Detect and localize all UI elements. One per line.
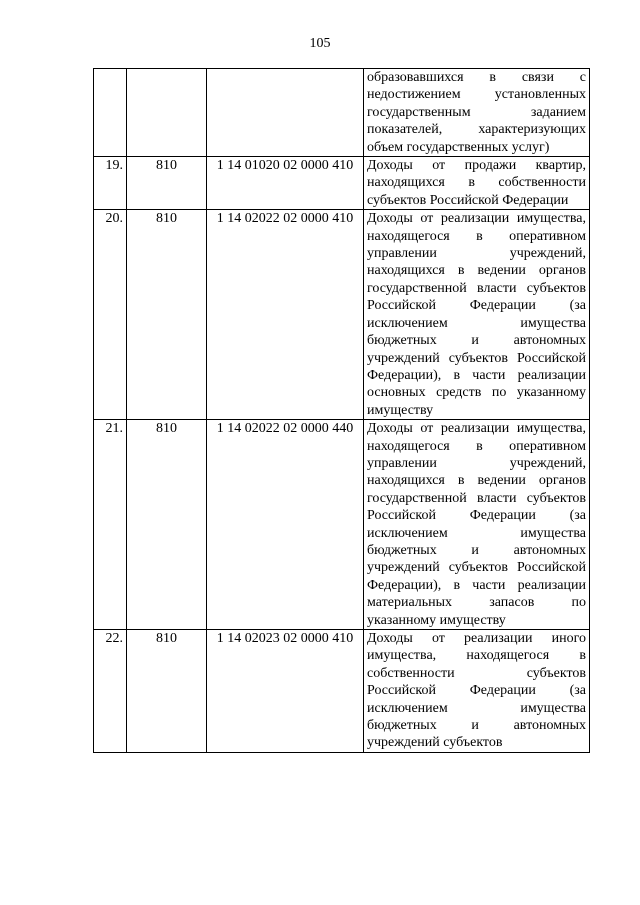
administrator-code-cell: 810 bbox=[127, 157, 207, 210]
budget-classification-code-cell: 1 14 02022 02 0000 410 bbox=[207, 210, 364, 420]
row-number-cell: 20. bbox=[94, 210, 127, 420]
table-row bbox=[94, 69, 590, 157]
budget-classification-code-cell bbox=[207, 69, 364, 157]
table-row bbox=[94, 420, 590, 630]
revenue-name-cell: образовавшихся в связи с недостижением установленных государственным заданием показателей, характеризующих объем государственных услуг) bbox=[364, 69, 590, 157]
administrator-code-cell: 810 bbox=[127, 420, 207, 630]
revenue-name-cell: Доходы от продажи квартир, находящихся в собственности субъектов Российской Федерации bbox=[364, 157, 590, 210]
row-number-cell bbox=[94, 69, 127, 157]
row-number-cell: 21. bbox=[94, 420, 127, 630]
table-row bbox=[94, 630, 590, 753]
revenue-name-cell: Доходы от реализации имущества, находящегося в оперативном управлении учреждений, находящихся в ведении органов государственной власти субъектов Российской Федерации (за исключением имущества бюджетных и автономных учреждений субъектов Российской Федерации), в части реализации материальных запасов по указанному имуществу bbox=[364, 420, 590, 630]
table-row bbox=[94, 157, 590, 210]
administrator-code-cell bbox=[127, 69, 207, 157]
budget-classification-code-cell: 1 14 01020 02 0000 410 bbox=[207, 157, 364, 210]
administrator-code-cell: 810 bbox=[127, 210, 207, 420]
budget-classification-code-cell: 1 14 02023 02 0000 410 bbox=[207, 630, 364, 753]
table-row bbox=[94, 210, 590, 420]
row-number-cell: 22. bbox=[94, 630, 127, 753]
administrator-code-cell: 810 bbox=[127, 630, 207, 753]
revenue-name-cell: Доходы от реализации иного имущества, находящегося в собственности субъектов Российской Федерации (за исключением имущества бюджетных и автономных учреждений субъектов bbox=[364, 630, 590, 753]
revenue-name-cell: Доходы от реализации имущества, находящегося в оперативном управлении учреждений, находящихся в ведении органов государственной власти субъектов Российской Федерации (за исключением имущества бюджетных и автономных учреждений субъектов Российской Федерации), в части реализации основных средств по указанному имуществу bbox=[364, 210, 590, 420]
revenue-classification-table bbox=[93, 68, 590, 753]
page-number: 105 bbox=[309, 36, 331, 51]
budget-classification-code-cell: 1 14 02022 02 0000 440 bbox=[207, 420, 364, 630]
row-number-cell: 19. bbox=[94, 157, 127, 210]
